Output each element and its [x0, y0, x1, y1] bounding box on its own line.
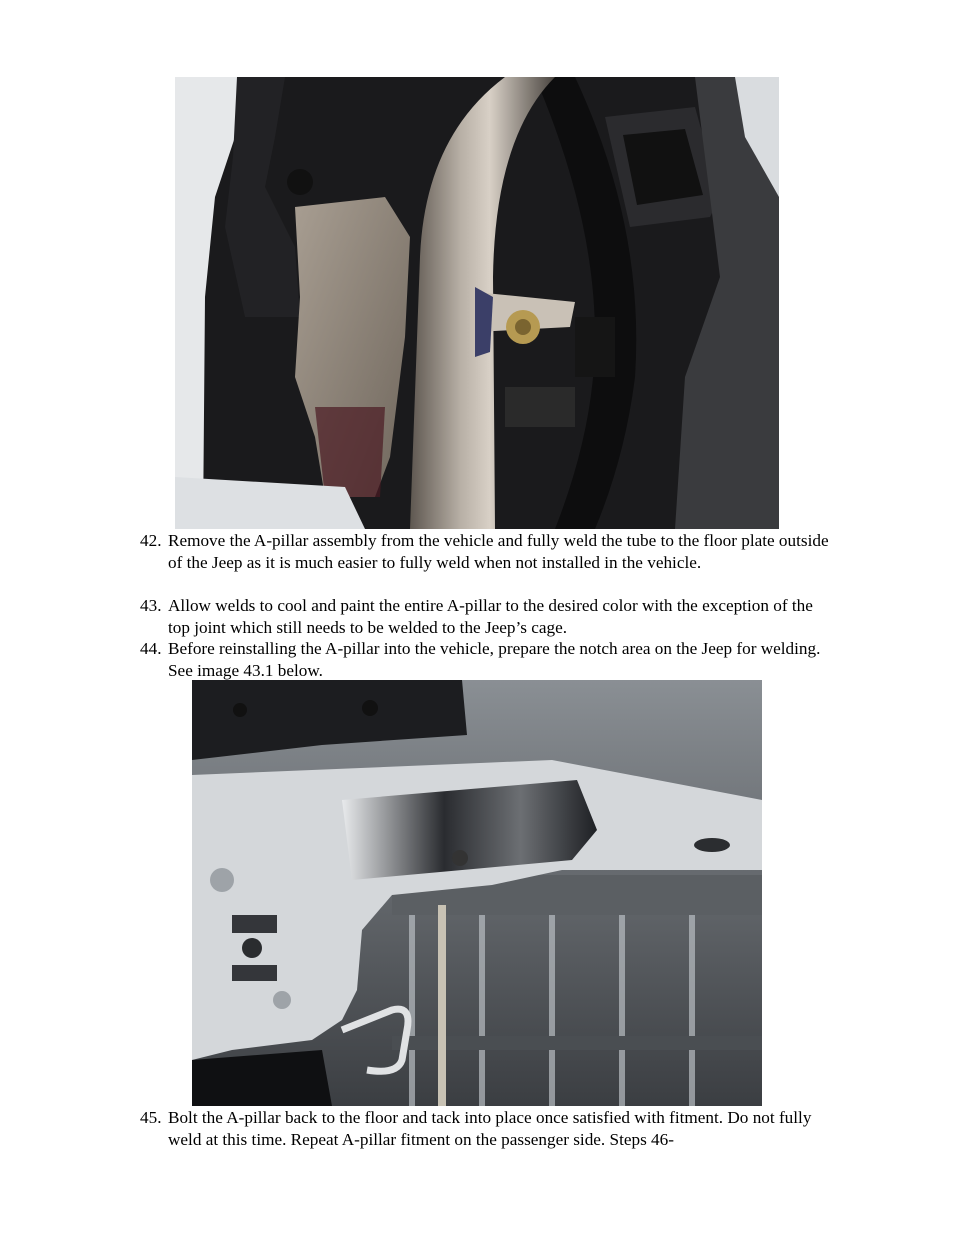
- step-text: Allow welds to cool and paint the entire A-pillar to the desired color with the exception of the top joint which still needs to be welded to the Jeep’s cage.: [168, 596, 813, 637]
- step-number: 45.: [140, 1108, 162, 1127]
- notch-area-illustration: [192, 680, 762, 1106]
- step-number: 43.: [140, 596, 162, 615]
- step-42: [140, 530, 830, 573]
- notch-area-photo: [192, 680, 762, 1106]
- a-pillar-tube-illustration: [175, 77, 779, 529]
- step-text: Before reinstalling the A-pillar into the vehicle, prepare the notch area on the Jeep for welding. See image 43.1 below.: [168, 639, 821, 680]
- step-text: Bolt the A-pillar back to the floor and tack into place once satisfied with fitment. Do not fully weld at this time. Repeat A-pillar fitment on the passenger side. Steps 46-: [168, 1108, 812, 1149]
- step-44: [140, 638, 830, 681]
- step-text: Remove the A-pillar assembly from the vehicle and fully weld the tube to the floor plate outside of the Jeep as it is much easier to fully weld when not installed in the vehicle.: [168, 531, 829, 572]
- a-pillar-tube-photo: [175, 77, 779, 529]
- step-45: [140, 1107, 830, 1150]
- step-number: 42.: [140, 531, 162, 550]
- step-number: 44.: [140, 639, 162, 658]
- step-43: [140, 595, 830, 638]
